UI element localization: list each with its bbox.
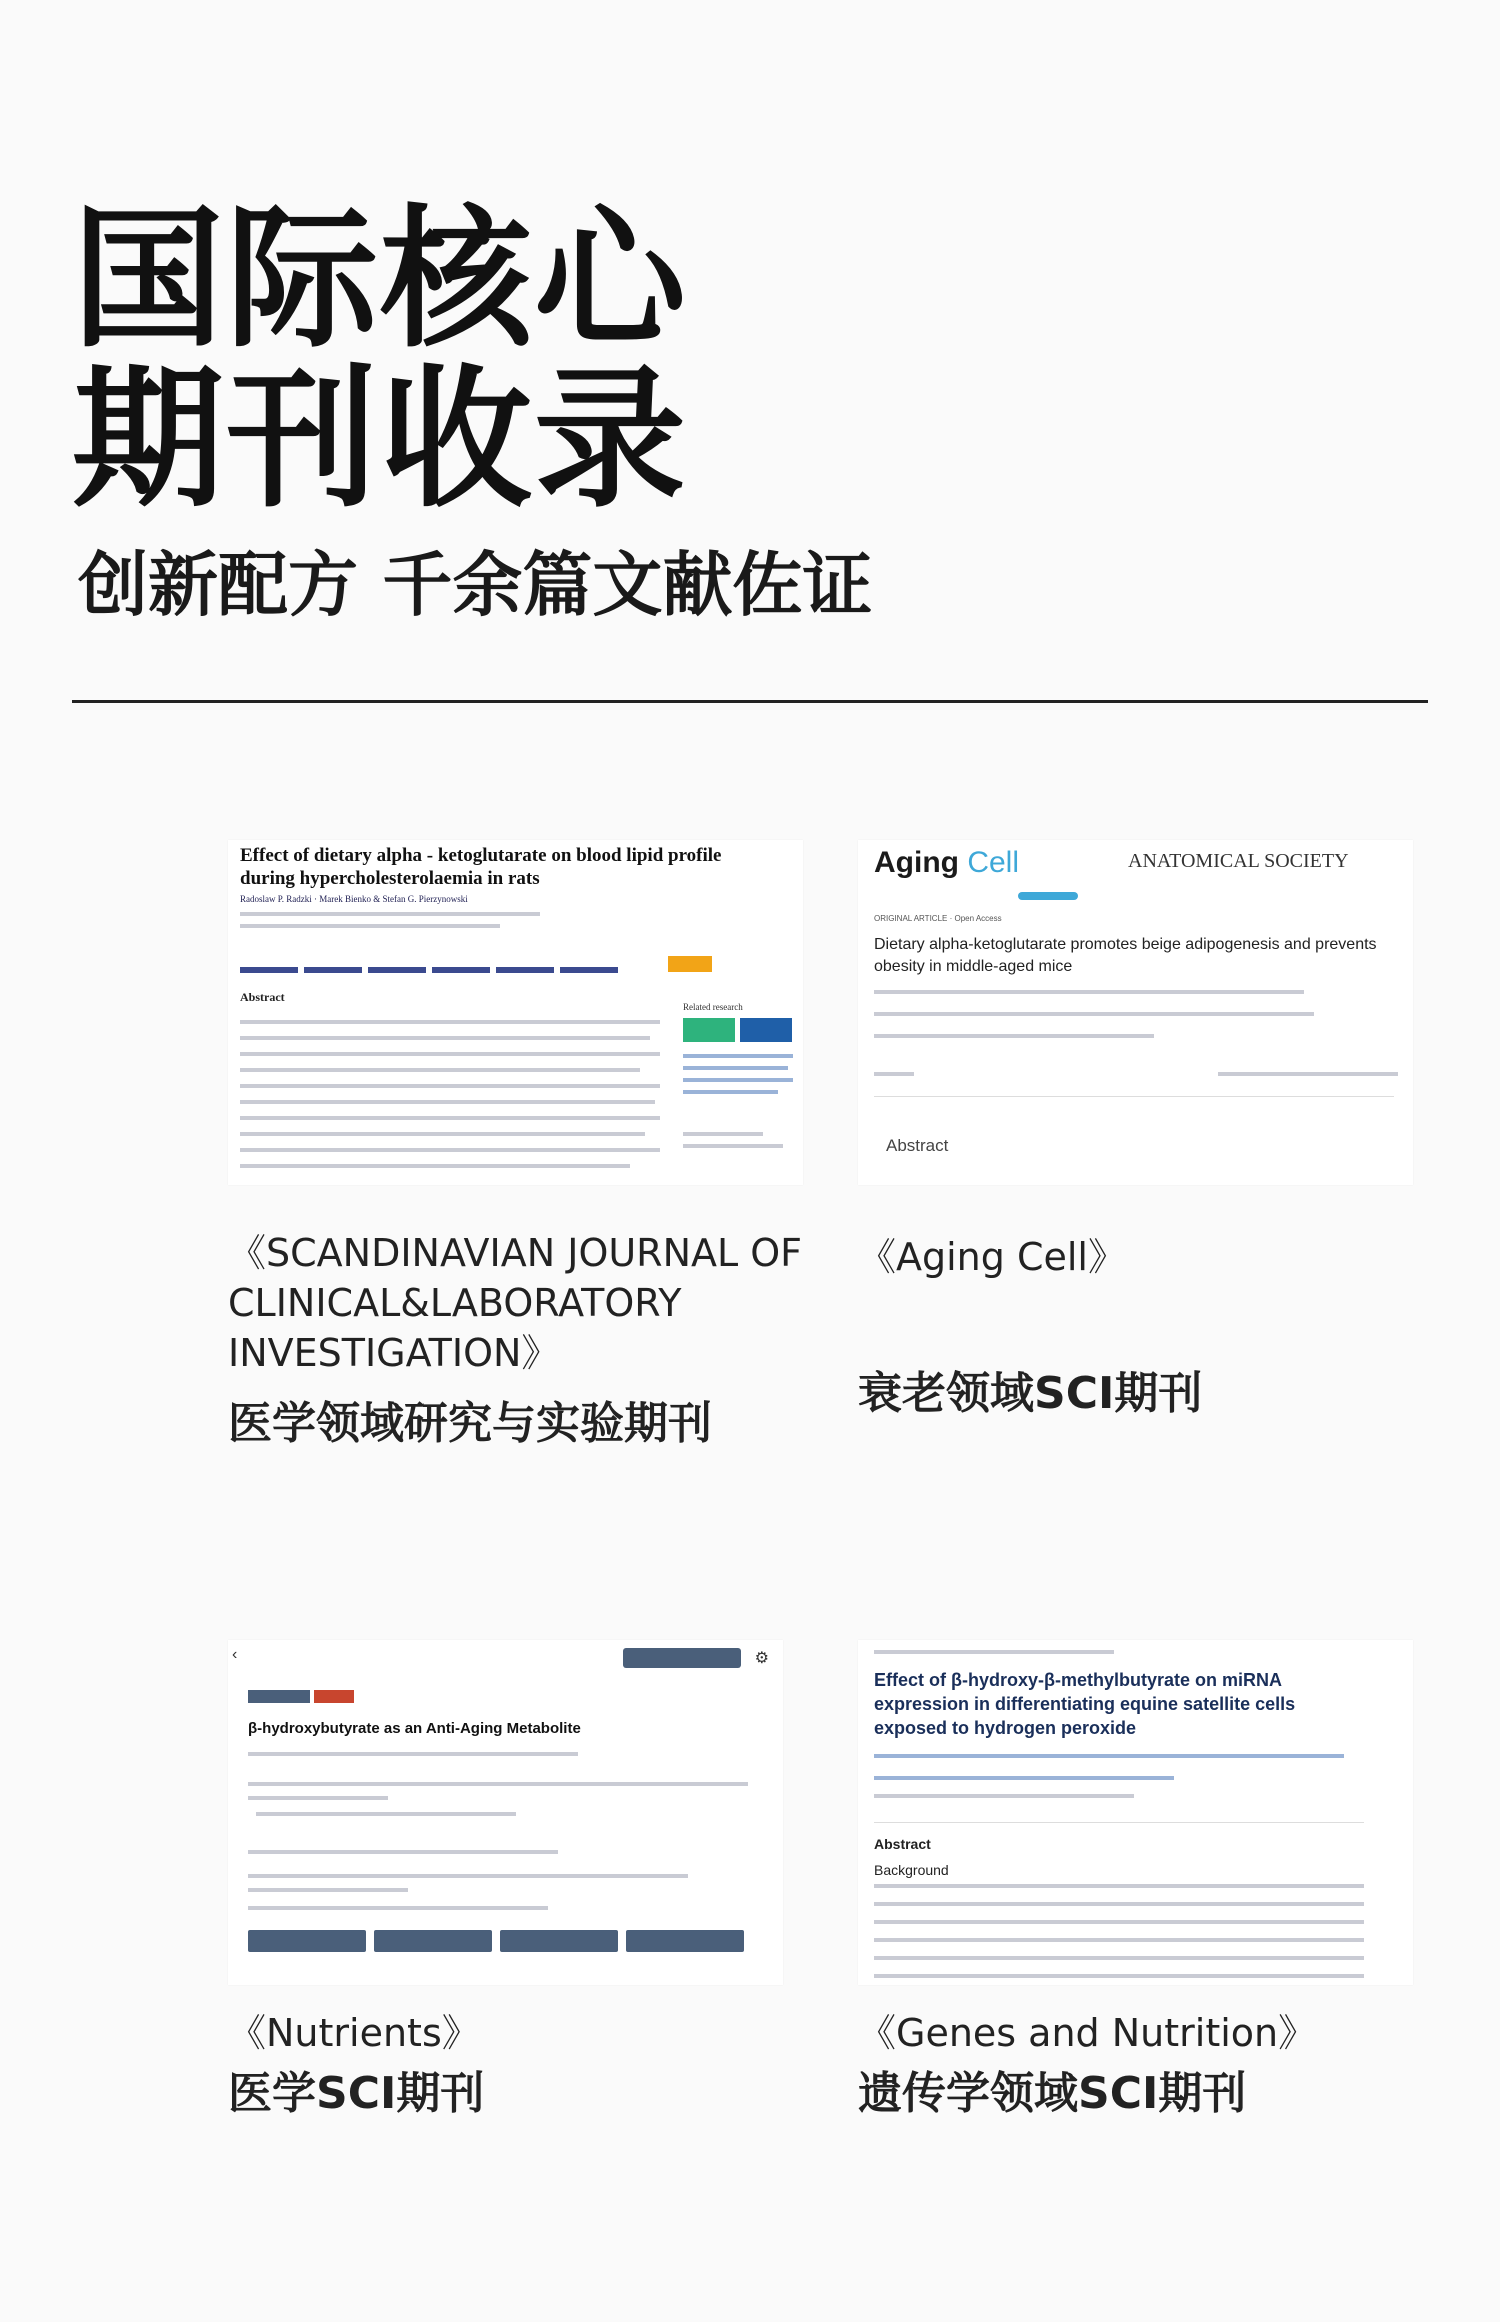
text-line (240, 1052, 660, 1056)
journal-name: 《Aging Cell》 (858, 1235, 1126, 1279)
text-line (874, 990, 1304, 994)
nav-item (432, 967, 490, 973)
access-badge (668, 956, 712, 972)
background-heading: Background (874, 1862, 949, 1878)
text-line (240, 1148, 660, 1152)
text-line (240, 1020, 660, 1024)
text-line (240, 924, 500, 928)
divider (72, 700, 1428, 703)
download-button (248, 1930, 366, 1952)
separator (874, 1096, 1394, 1097)
text-line (874, 1650, 1114, 1654)
journal-logo (874, 846, 1019, 880)
text-line (240, 1084, 660, 1088)
caption-scandinavian (228, 1228, 828, 1452)
text-line (248, 1752, 578, 1756)
review-tag (314, 1690, 354, 1703)
text-line (874, 1034, 1154, 1038)
nav-item (560, 967, 618, 973)
related-tab (683, 1018, 735, 1042)
text-line (874, 1956, 1364, 1960)
article-title: Effect of dietary alpha - ketoglutarate on blood lipid profile during hypercholesterolaemia in rats (240, 845, 722, 889)
review-reports-button (500, 1930, 618, 1952)
text-line (874, 1974, 1364, 1978)
text-line (683, 1054, 793, 1058)
article-meta: ORIGINAL ARTICLE · Open Access (874, 914, 1002, 923)
text-line (240, 1068, 640, 1072)
abstract-heading: Abstract (886, 1136, 949, 1155)
separator (874, 1822, 1364, 1823)
versions-notes-button (626, 1930, 744, 1952)
open-access-tag (248, 1690, 310, 1703)
journal-screenshot-genes-nutrition (858, 1640, 1413, 1985)
text-line (683, 1078, 793, 1082)
journal-field: 衰老领域SCI期刊 (858, 1368, 1203, 1419)
logo-text-cell: Cell (967, 846, 1020, 879)
article-tags (248, 1690, 358, 1708)
back-chevron-icon: ‹ (232, 1646, 238, 1663)
society-logo: ANATOMICAL SOCIETY (1128, 850, 1349, 872)
text-line (240, 912, 540, 916)
text-line (248, 1874, 688, 1878)
text-line (874, 1794, 1134, 1798)
related-tab (740, 1018, 792, 1042)
text-line (240, 1100, 655, 1104)
headline-line-2: 期刊收录 (72, 351, 688, 528)
article-title: Dietary alpha-ketoglutarate promotes beige adipogenesis and prevents obesity in middle-aged mice (874, 936, 1377, 975)
page-subtitle: 创新配方 千余篇文献佐证 (78, 544, 873, 626)
text-line (240, 1036, 650, 1040)
text-line (240, 1116, 660, 1120)
text-line (1218, 1072, 1398, 1076)
order-reprints-button (623, 1648, 741, 1668)
article-actions (248, 1930, 752, 1957)
journal-field: 遗传学领域SCI期刊 (858, 2068, 1247, 2119)
headline-line-1: 国际核心 (72, 191, 688, 368)
text-line (874, 1938, 1364, 1942)
journal-field: 医学领域研究与实验期刊 (228, 1398, 712, 1449)
nav-item (240, 967, 298, 973)
text-line (683, 1090, 778, 1094)
text-line (248, 1888, 408, 1892)
page-headline (72, 191, 872, 528)
text-line (874, 1072, 914, 1076)
text-line (240, 1164, 630, 1168)
text-line (683, 1144, 783, 1148)
text-line (874, 1754, 1344, 1758)
text-line (874, 1884, 1364, 1888)
access-badge (1018, 892, 1078, 900)
text-line (248, 1782, 748, 1786)
caption-aging-cell (858, 1232, 1418, 1422)
article-nav (240, 960, 740, 972)
text-line (874, 1902, 1364, 1906)
text-line (256, 1812, 516, 1816)
caption-genes-nutrition (858, 2008, 1418, 2122)
text-line (248, 1906, 548, 1910)
journal-field: 医学SCI期刊 (228, 2068, 485, 2119)
abstract-heading: Abstract (240, 990, 285, 1004)
text-line (683, 1132, 763, 1136)
text-line (248, 1850, 558, 1854)
journal-screenshot-scandinavian (228, 840, 803, 1185)
text-line (248, 1796, 388, 1800)
text-line (683, 1066, 788, 1070)
caption-nutrients (228, 2008, 788, 2122)
gear-icon: ⚙ (754, 1650, 769, 1667)
nav-item (496, 967, 554, 973)
related-research-label: Related research (683, 1002, 743, 1012)
journal-screenshot-nutrients (228, 1640, 783, 1985)
journal-screenshot-aging-cell (858, 840, 1413, 1185)
text-line (240, 1132, 645, 1136)
text-line (874, 1776, 1174, 1780)
journal-name: 《SCANDINAVIAN JOURNAL OF CLINICAL&LABORATORY INVESTIGATION》 (228, 1231, 803, 1375)
nav-item (368, 967, 426, 973)
journal-name: 《Nutrients》 (228, 2011, 480, 2055)
browse-figures-button (374, 1930, 492, 1952)
text-line (874, 1920, 1364, 1924)
nav-item (304, 967, 362, 973)
article-title: β-hydroxybutyrate as an Anti-Aging Metabolite (248, 1720, 581, 1737)
article-authors: Radoslaw P. Radzki · Marek Bienko & Stefan G. Pierzynowski (240, 894, 468, 904)
abstract-heading: Abstract (874, 1836, 931, 1852)
text-line (874, 1012, 1314, 1016)
article-title: Effect of β-hydroxy-β-methylbutyrate on miRNA expression in differentiating equine satellite cells exposed to hydrogen peroxide (874, 1670, 1296, 1738)
logo-text-aging: Aging (874, 846, 959, 879)
journal-name: 《Genes and Nutrition》 (858, 2011, 1317, 2055)
